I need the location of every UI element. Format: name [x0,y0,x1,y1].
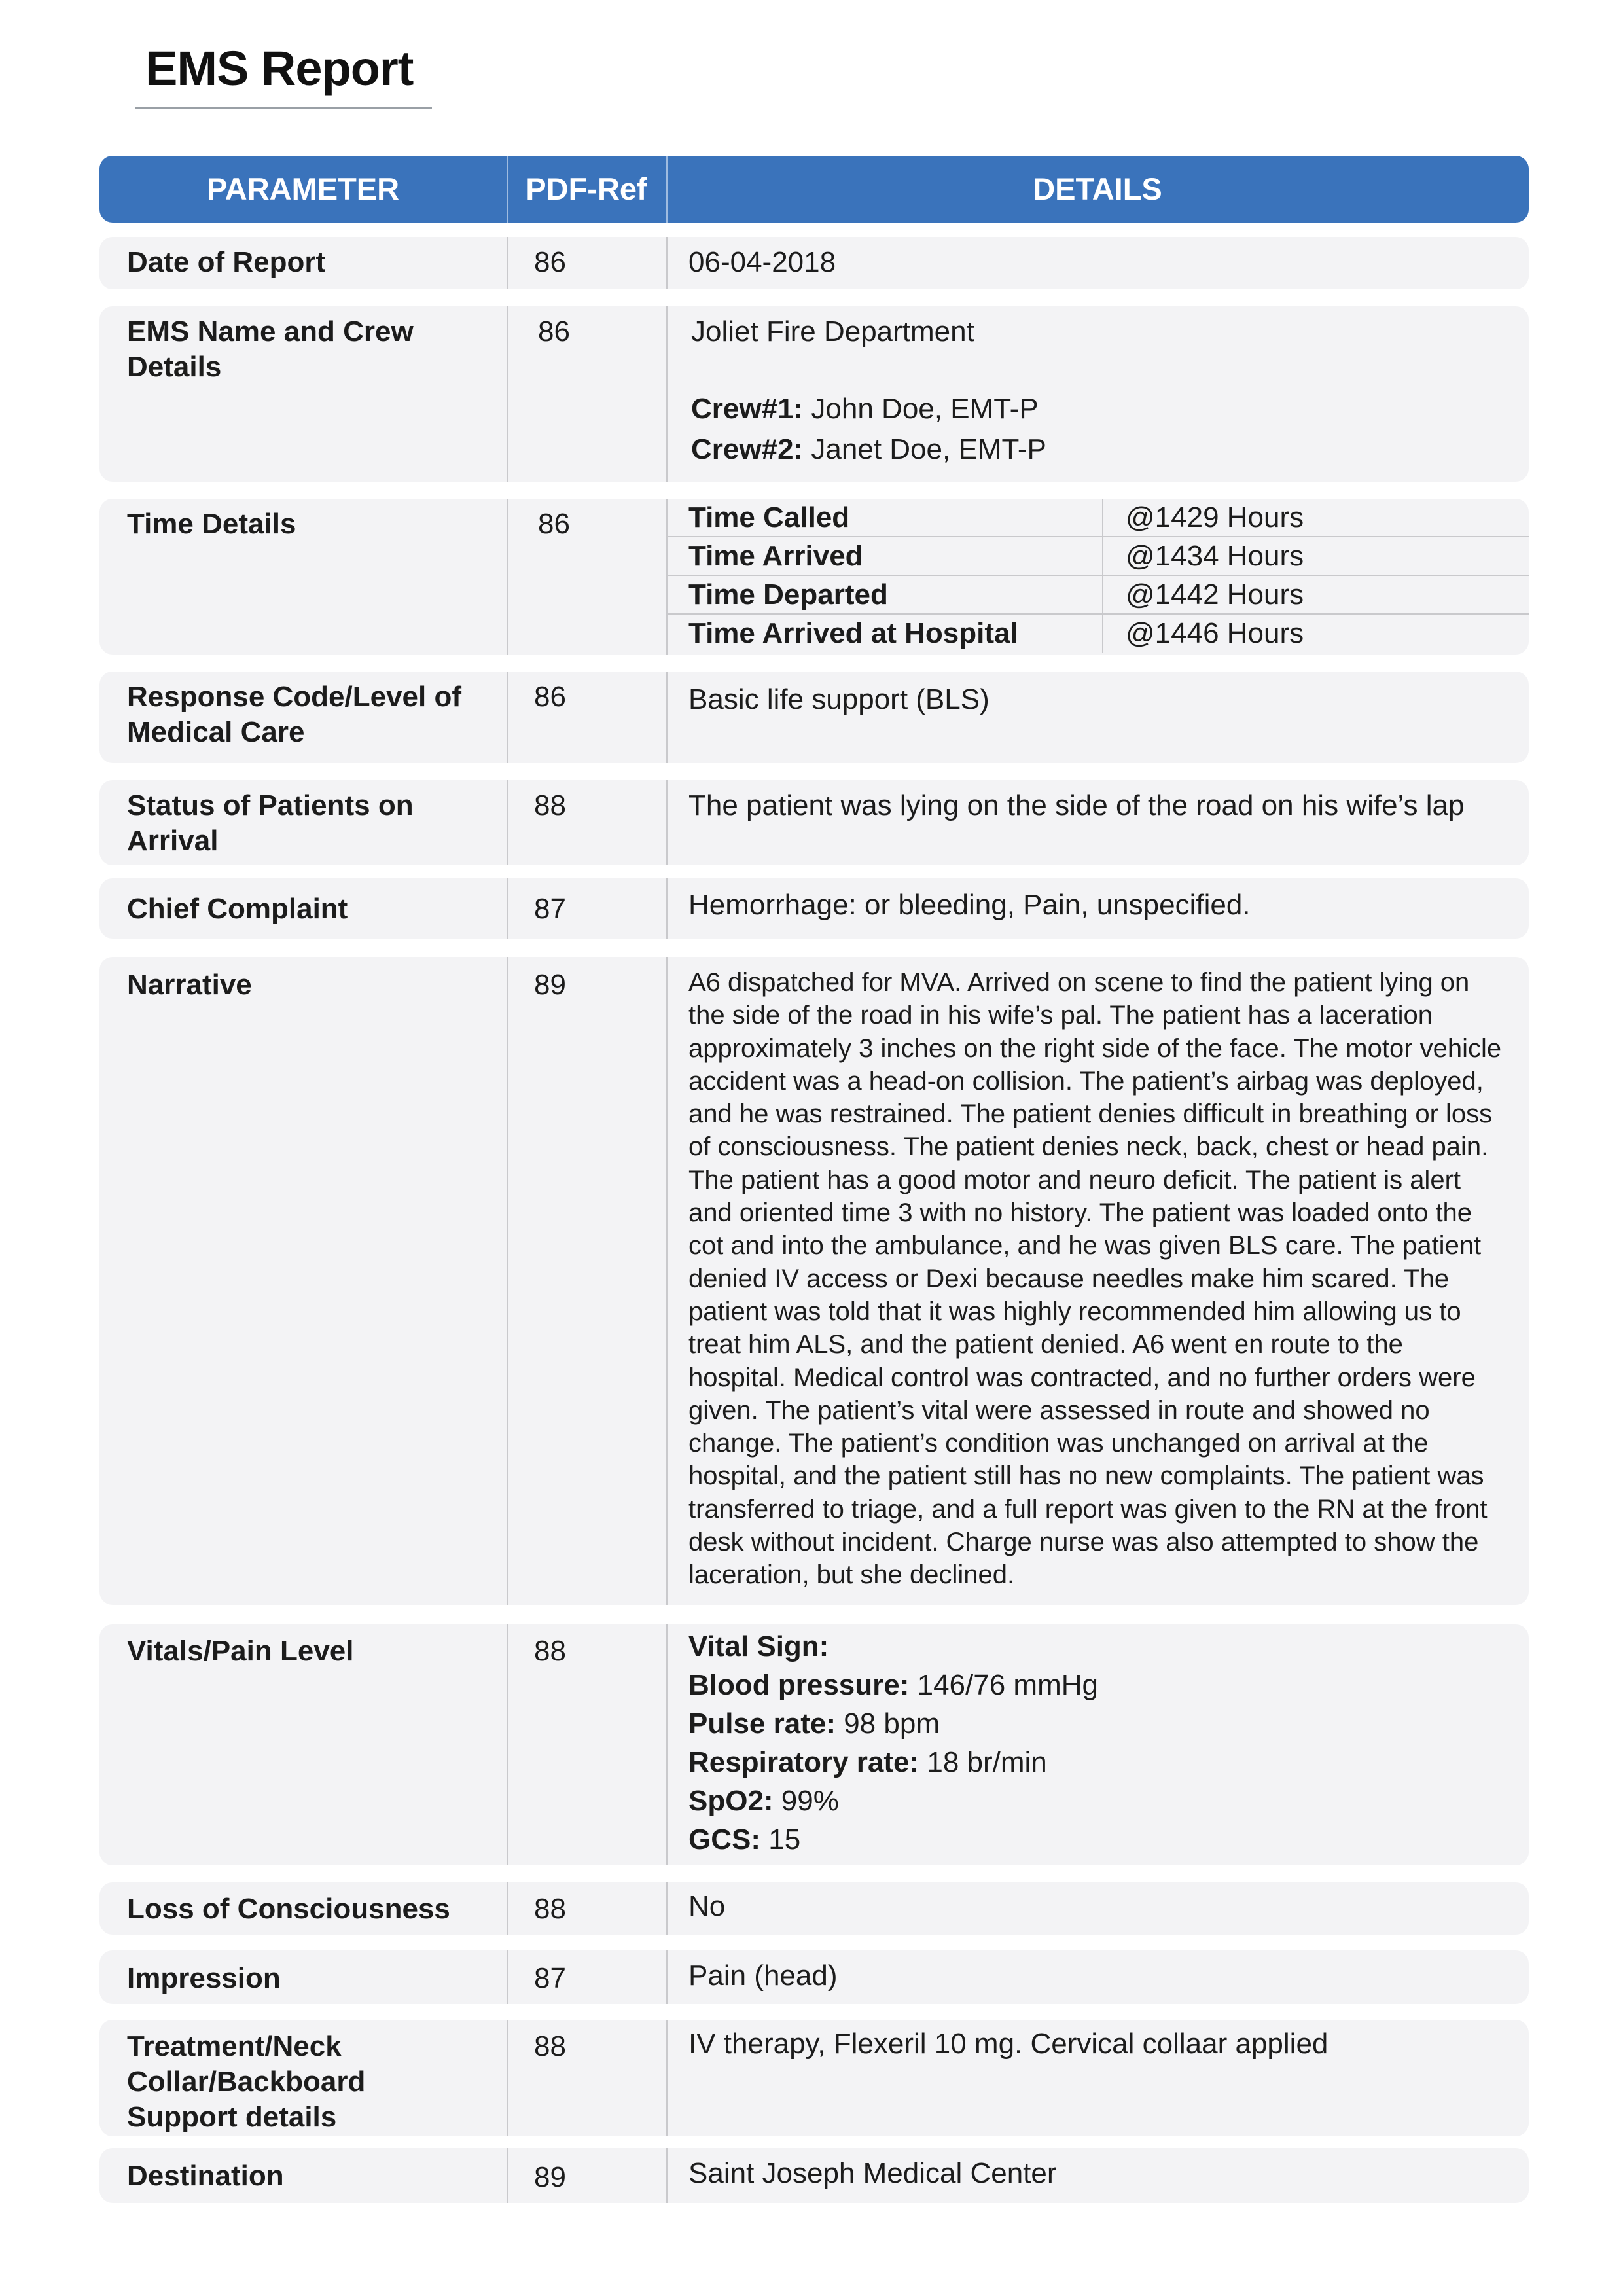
table-row-treatment [99,2020,1529,2136]
table-row-ems [99,306,1529,482]
pdf-ref: 88 [534,1893,566,1925]
pdf-ref: 87 [534,893,566,925]
pdf-ref: 87 [534,1962,566,1994]
header-pdf-ref: PDF-Ref [526,171,647,206]
table-row-vitals [99,1624,1529,1865]
crew-1-value: John Doe, EMT-P [803,393,1039,425]
column-divider [1102,615,1103,653]
pdf-ref: 88 [534,789,566,821]
vitals-heading [688,1627,1516,1666]
pdf-ref: 88 [534,2030,566,2062]
vital-item [688,1666,1516,1704]
crew-1-label: Crew#1: [691,393,804,425]
table-row-loc [99,1882,1529,1935]
param-label: Narrative [127,969,252,1001]
details-text: Basic life support (BLS) [688,683,990,715]
narrative-line: desk without incident. Charge nurse was also attempted to show the [688,1528,1479,1557]
narrative-line: the side of the road in his wife’s pal. The patient has a laceration [688,1001,1433,1030]
table-row-narrative [99,957,1529,1605]
table-header [99,156,1529,223]
narrative-line: and he was restrained. The patient denies difficult in breathing or loss [688,1100,1493,1129]
ems-name: Joliet Fire Department [691,315,974,348]
vital-item [688,1704,1516,1743]
column-divider [507,957,508,1605]
table-row-complaint [99,878,1529,939]
crew-1 [691,391,1516,427]
vital-label: Pulse rate: [688,1708,836,1740]
narrative-line: The patient has a good motor and neuro deficit. The patient is alert [688,1165,1461,1194]
time-label: Time Arrived [688,540,863,572]
narrative-line: denied IV access or Dexi because needles make him scared. The [688,1264,1450,1293]
details-text: No [688,1890,726,1922]
narrative-line: given. The patient’s vital were assessed in route and showed no [688,1395,1430,1425]
time-label: Time Called [688,501,850,533]
time-row [666,499,1529,537]
vital-item [688,1743,1516,1782]
time-row [666,576,1529,615]
table-row-date [99,237,1529,289]
table-row-impression [99,1950,1529,2004]
vital-value: 18 br/min [919,1746,1047,1778]
vital-label: Blood pressure: [688,1669,910,1701]
details-ems [666,306,1529,467]
vital-item [688,1820,1516,1859]
vital-value: 99% [773,1785,839,1817]
crew-2 [691,432,1516,467]
narrative-line: change. The patient’s condition was unchanged on arrival at the [688,1429,1429,1458]
pdf-ref: 86 [538,508,570,540]
vital-label: GCS: [688,1823,760,1856]
vital-value: 98 bpm [835,1708,940,1740]
narrative-line: treat him ALS, and the patient denied. A6 went en route to the [688,1330,1403,1359]
details-text: Saint Joseph Medical Center [688,2157,1057,2189]
table-row-response [99,672,1529,763]
time-row [666,537,1529,576]
details-text: 06-04-2018 [688,246,836,278]
column-divider [1102,576,1103,613]
vital-label: Respiratory rate: [688,1746,919,1778]
time-value: @1442 Hours [1126,579,1304,611]
details-text: Hemorrhage: or bleeding, Pain, unspecified. [688,889,1251,921]
table-row-status [99,780,1529,865]
narrative-line: A6 dispatched for MVA. Arrived on scene to find the patient lying on [688,968,1470,997]
spacer [691,350,1516,391]
details-text: IV therapy, Flexeril 10 mg. Cervical collaar applied [688,2028,1329,2060]
time-label: Time Departed [688,579,888,611]
narrative-line: transferred to triage, and a full report was given to the RN at the front [688,1494,1488,1524]
narrative-line: laceration, but she declined. [688,1560,1015,1590]
narrative-line: and oriented time 3 with no history. The patient was loaded onto the [688,1198,1472,1228]
param-label: Chief Complaint [127,893,348,925]
header-details: DETAILS [1033,171,1162,206]
time-value: @1434 Hours [1126,540,1304,572]
header-parameter: PARAMETER [206,171,400,206]
param-label: Treatment/Neck Collar/Backboard Support details [127,2030,366,2133]
narrative-line: hospital. Medical control was contracted, and no further orders were [688,1363,1476,1392]
pdf-ref: 86 [534,246,566,278]
pdf-ref: 89 [534,969,566,1001]
table-row-time [99,499,1529,655]
pdf-ref: 89 [534,2161,566,2193]
param-label: Response Code/Level of Medical Care [127,681,462,748]
table-row-destination [99,2148,1529,2203]
pdf-ref: 88 [534,1635,566,1667]
page-title: EMS Report [145,41,414,96]
narrative-line: accident was a head-on collision. The patient’s airbag was deployed, [688,1066,1484,1096]
narrative-line: of consciousness. The patient denies neck, back, chest or head pain. [688,1132,1489,1162]
param-label: Time Details [127,508,296,540]
narrative-line: patient was told that it was highly recommended him allowing us to [688,1297,1461,1326]
narrative-text [666,957,1529,1592]
time-table [666,499,1529,653]
crew-2-label: Crew#2: [691,433,804,465]
pdf-ref: 86 [534,681,566,713]
narrative-line: approximately 3 inches on the right side of the face. The motor vehicle [688,1033,1502,1063]
param-label: EMS Name and Crew Details [127,315,414,383]
param-label: Vitals/Pain Level [127,1635,354,1667]
param-label: Destination [127,2160,284,2192]
time-value: @1429 Hours [1126,501,1304,533]
param-label: Impression [127,1962,281,1994]
time-value: @1446 Hours [1126,617,1304,649]
vital-value: 15 [760,1823,801,1856]
vital-value: 146/76 mmHg [909,1669,1098,1701]
vitals-details [666,1624,1529,1859]
vitals-heading-text: Vital Sign: [688,1630,829,1662]
details-text: Pain (head) [688,1960,838,1992]
vital-label: SpO2: [688,1785,774,1817]
vital-item [688,1782,1516,1820]
time-label: Time Arrived at Hospital [688,617,1018,649]
param-label: Date of Report [127,246,326,278]
param-label: Status of Patients on Arrival [127,789,414,857]
param-label: Loss of Consciousness [127,1893,450,1925]
details-text: The patient was lying on the side of the road on his wife’s lap [688,789,1465,821]
pdf-ref: 86 [538,315,570,348]
column-divider [1102,499,1103,536]
time-row [666,615,1529,653]
column-divider [1102,537,1103,575]
narrative-line: hospital, and the patient still has no new complaints. The patient was [688,1462,1484,1491]
narrative-line: cot and into the ambulance, and he was given BLS care. The patient [688,1231,1482,1261]
title-underline [135,107,432,109]
crew-2-value: Janet Doe, EMT-P [803,433,1046,465]
